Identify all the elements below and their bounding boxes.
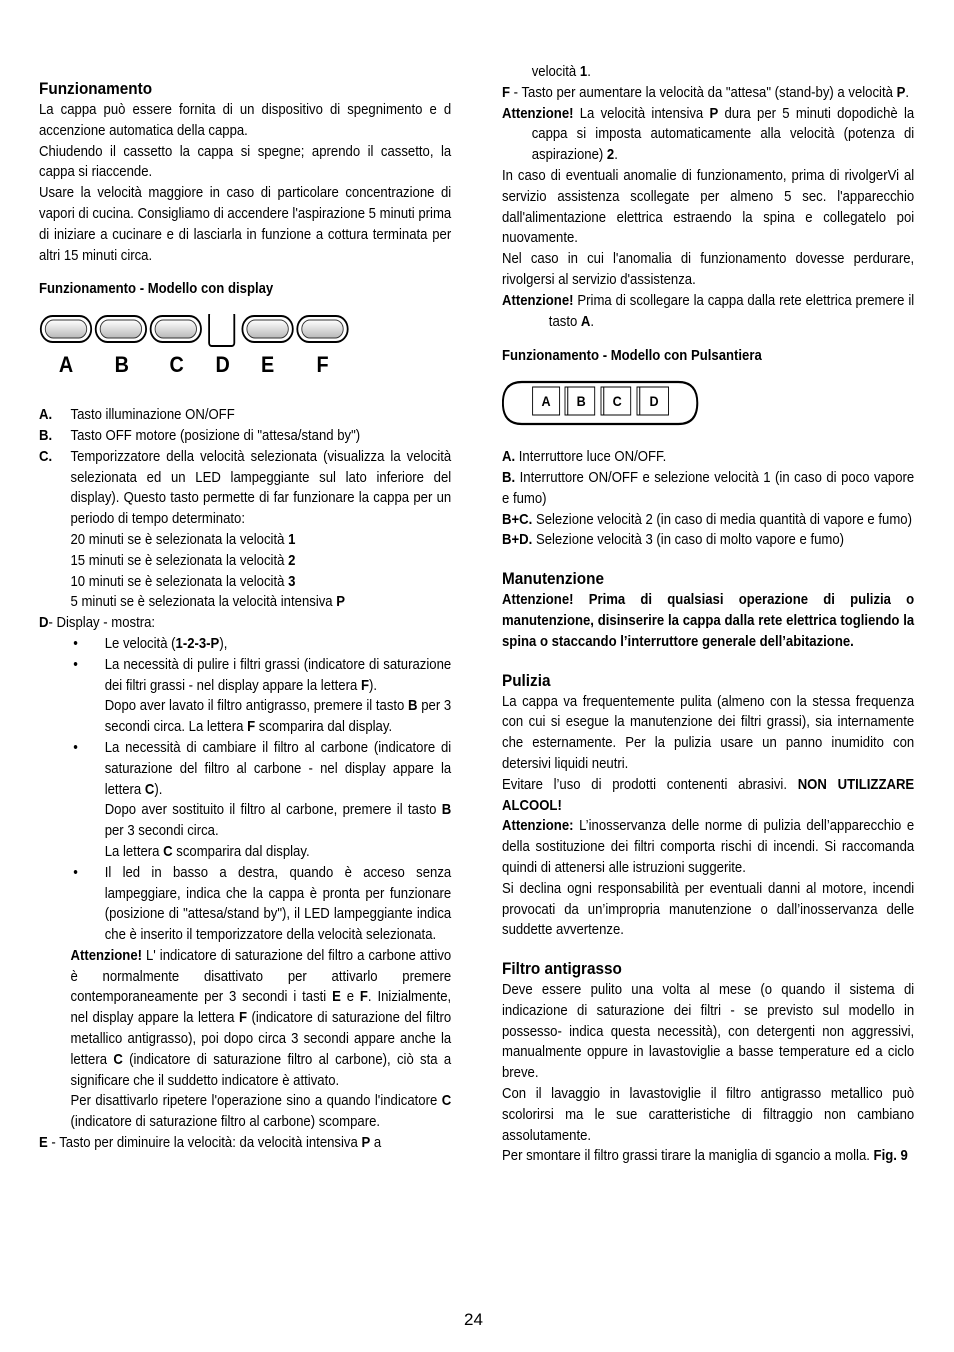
- bullet-item: • Le velocità (1-2-3-P),: [73, 635, 228, 652]
- timer-line: 20 minuti se è selezionata la velocità 1: [70, 531, 296, 548]
- attention-note-2: Attenzione! Prima di scollegare la cappa dalla rete elettrica premere il tasto A.: [502, 292, 915, 330]
- list-item-e-continued: velocità 1.: [531, 64, 591, 80]
- paragraph: Per smontare il filtro grassi tirare la maniglia di sgancio a molla. Fig. 9: [502, 1148, 908, 1165]
- list-item-d: D - Display - mostra:: [39, 615, 156, 632]
- display-button-b-icon: [96, 316, 146, 342]
- attention-note: Attenzione! L' indicatore di saturazione del filtro a carbone attivo è normalmente disattivato per attivarlo premere contemporaneamente per 3 secondi i tasti E e F. Inizialmente, nel display appare la lettera F (indicatore di saturazione del filtro metallico antigrasso), poi dopo circa 3 secondi appare anche la lettera C (indicatore di saturazione filtro al carbone), ciò sta a significare che il suddetto indicatore è attivato.: [70, 947, 452, 1089]
- display-label-e: E: [260, 353, 275, 378]
- paragraph: La cappa può essere fornita di un dispositivo di spegnimento e d accenzione automatica della cappa.: [39, 102, 452, 139]
- timer-line: 5 minuti se è selezionata la velocità intensiva P: [70, 594, 346, 611]
- list-item-a: A. Tasto illuminazione ON/OFF: [39, 407, 235, 424]
- pushbutton-item-a: A. Interruttore luce ON/OFF.: [502, 449, 667, 466]
- pushbutton-label-d: D: [649, 393, 659, 410]
- pushbutton-label-c: C: [612, 393, 622, 410]
- paragraph: Chiudendo il cassetto la cappa si spegne; aprendo il cassetto, la cappa si riaccende.: [39, 143, 452, 181]
- paragraph: Attenzione: L’inosservanza delle norme di pulizia dell’apparecchio e della sostituzione dei filtri comporta rischi di incendi. Si raccomanda quindi di attenersi alle istruzioni suggerite.: [502, 818, 915, 876]
- paragraph: Con il lavaggio in lavastoviglie il filtro antigrasso metallico può scolorirsi ma le sue caratteristiche di filtraggio non cambiano assolutamente.: [502, 1086, 915, 1144]
- paragraph: Deve essere pulito una volta al mese (o quando il sistema di indicazione di saturazione dei filtri - se previsto sul modello in possesso- indica questa necessità), con detergenti non aggressivi, manualmente oppure in lavastoviglie a basse temperature ed a ciclo breve.: [502, 982, 915, 1082]
- pushbutton-label-a: A: [541, 393, 551, 410]
- paragraph: La cappa va frequentemente pulita (almeno con la stessa frequenza con cui si esegue la manutenzione dei filtri grassi), sia internamente che esternamente. Per la pulizia usare un panno inumidito con detersivi liquidi neutri.: [502, 693, 915, 772]
- display-label-a: A: [58, 353, 74, 378]
- paragraph: Nel caso in cui l'anomalia di funzionamento dovesse perdurare, rivolgersi al servizio d'assistenza.: [502, 251, 915, 288]
- paragraph: Attenzione! Prima di qualsiasi operazione di pulizia o manutenzione, disinserire la cappa dalla rete elettrica togliendo la spina o staccando l’interruttore generale dell’abitazione.: [502, 592, 915, 650]
- bullet-item: • La necessità di cambiare il filtro al carbone (indicatore di saturazione del filtro al carbone - nel display appare la lettera C). Dopo aver sostituito il filtro al carbone, premere il tasto B per 3 secondi circa. La lettera C scomparira dal display.: [73, 739, 452, 860]
- section-title-manutenzione: Manutenzione: [502, 569, 605, 589]
- display-screen-d-icon: [209, 314, 234, 346]
- section-title-filtro: Filtro antigrasso: [502, 959, 622, 979]
- list-item-f: F - Tasto per aumentare la velocità da "attesa" (stand-by) a velocità P.: [502, 84, 909, 101]
- pushbutton-label-b: B: [576, 393, 586, 410]
- section-title-pulizia: Pulizia: [502, 670, 551, 690]
- display-panel-figure: [39, 314, 381, 378]
- paragraph: In caso di eventuali anomalie di funzionamento, prima di rivolgerVi al servizio assistenza scollegate per almeno 5 sec. l'apparecchio dall'alimentazione elettrica estraendo la spina e collegatelo poi nuovamente.: [502, 167, 915, 247]
- timer-line: 15 minuti se è selezionata la velocità 2: [70, 552, 296, 569]
- subsection-title-display: Funzionamento - Modello con display: [39, 281, 274, 298]
- right-column: [502, 0, 914, 1167]
- display-label-f: F: [316, 353, 329, 378]
- display-label-b: B: [114, 353, 129, 378]
- attention-note: Attenzione! La velocità intensiva P dura per 5 minuti dopodichè la cappa si imposta automaticamente alla velocità (potenza di aspirazione) 2.: [502, 105, 915, 164]
- display-label-c: C: [169, 353, 184, 378]
- pushbutton-panel-figure: [502, 379, 709, 429]
- pushbutton-item-bc: B+C. Selezione velocità 2 (in caso di media quantità di vapore e fumo): [502, 511, 912, 528]
- pushbutton-item-bd: B+D. Selezione velocità 3 (in caso di molto vapore e fumo): [502, 532, 845, 549]
- display-button-c-icon: [151, 316, 201, 342]
- attention-note-2: Per disattivarlo ripetere l'operazione sino a quando l'indicatore C (indicatore di saturazione filtro al carbone) scompare.: [70, 1093, 452, 1131]
- list-item-e: E - Tasto per diminuire la velocità: da velocità intensiva P a: [39, 1135, 382, 1152]
- pushbutton-item-b: B. Interruttore ON/OFF e selezione velocità 1 (in caso di poco vapore e fumo): [502, 469, 915, 507]
- display-button-a-icon: [41, 316, 91, 342]
- display-button-f-icon: [297, 316, 347, 342]
- subsection-title-pulsantiera: Funzionamento - Modello con Pulsantiera: [502, 348, 762, 365]
- paragraph: Evitare l’uso di prodotti contenenti abrasivi. NON UTILIZZARE ALCOOL!: [502, 776, 915, 814]
- paragraph: Si declina ogni responsabilità per eventuali danni al motore, incendi provocati da un’impropria manutenzione o dall’inosservanza delle suddette avvertenze.: [502, 880, 915, 939]
- list-item-b: B. Tasto OFF motore (posizione di "attesa/stand by"): [39, 427, 361, 444]
- bullet-item: • Il led in basso a destra, quando è acceso senza lampeggiare, indica che la cappa è pronta per funzionare (posizione di "attesa/stand by"), il LED lampeggiante indica che è inserito il temporizzatore della velocità selezionata.: [73, 864, 452, 944]
- list-item-c: C. Temporizzatore della velocità selezionata (visualizza la velocità selezionata ed un LED lampeggiante sul lato inferiore del display). Questo tasto permette di far funzionare la cappa per un periodo di tempo determinato:: [39, 448, 452, 528]
- paragraph: Usare la velocità maggiore in caso di particolare concentrazione di vapori di cucina. Consigliamo di accendere l'aspirazione 5 minuti prima di iniziare a cucinare e di lasciarla in funzione a cottura terminata per altri 15 minuti circa.: [39, 185, 452, 264]
- page-number: 24: [464, 1310, 483, 1329]
- section-title-funzionamento: Funzionamento: [39, 79, 153, 98]
- display-button-e-icon: [242, 316, 292, 342]
- timer-line: 10 minuti se è selezionata la velocità 3: [70, 573, 296, 590]
- left-column: [39, 0, 451, 1154]
- display-label-d: D: [215, 353, 230, 378]
- bullet-item: • La necessità di pulire i filtri grassi (indicatore di saturazione dei filtri grassi - nel display appare la lettera F). Dopo aver lavato il filtro antigrasso, premere il tasto B per 3 secondi circa. La lettera F scomparira dal display.: [73, 656, 452, 736]
